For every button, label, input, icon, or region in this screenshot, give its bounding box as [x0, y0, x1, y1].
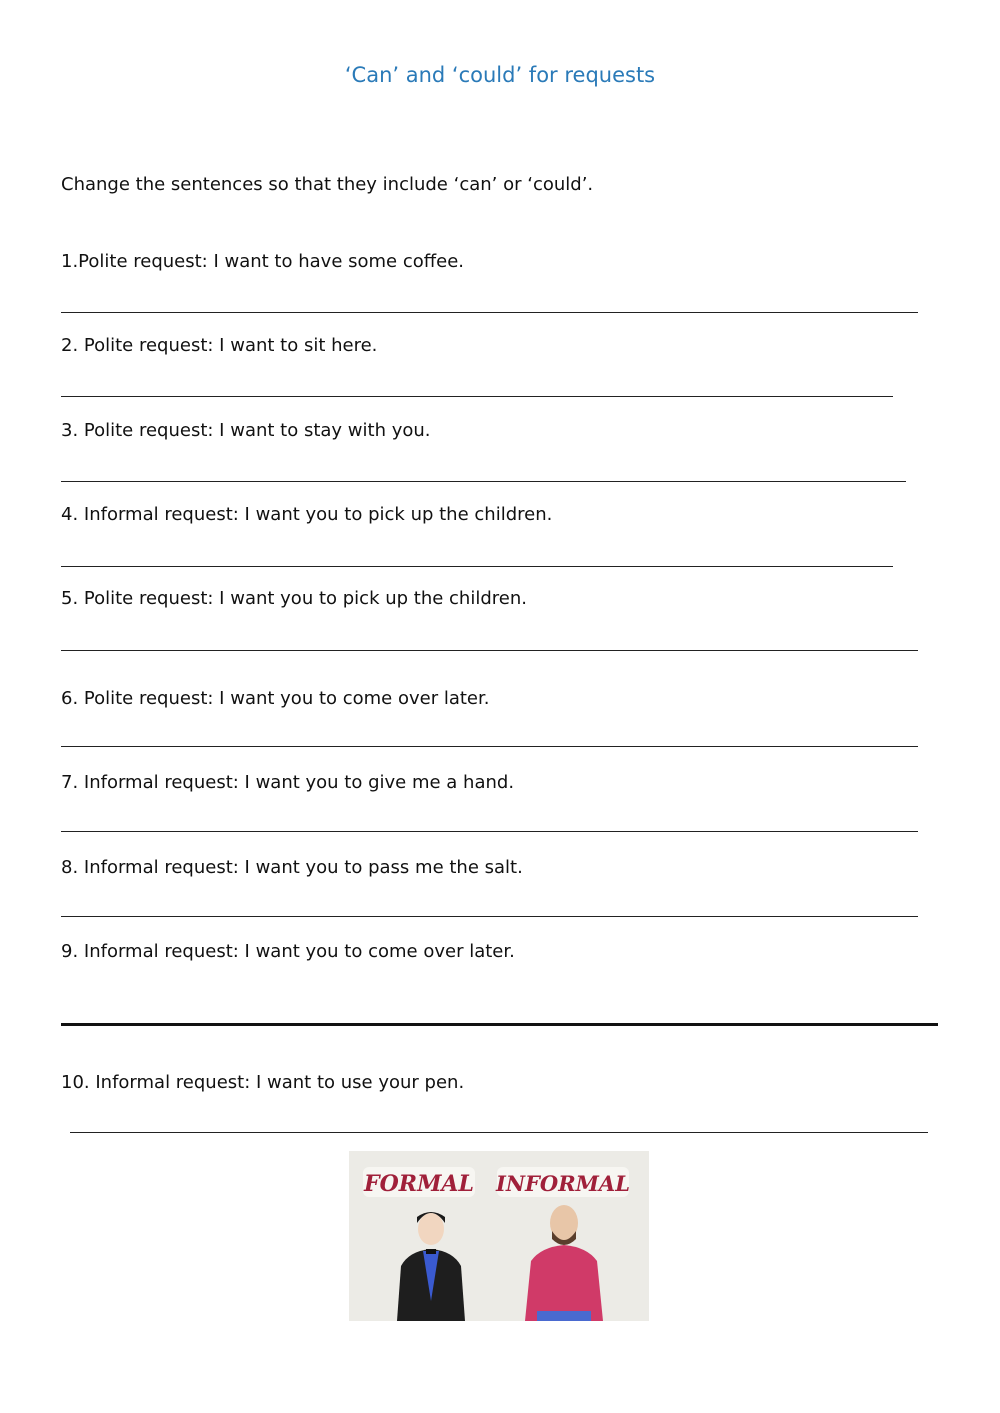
answer-line-3[interactable] — [61, 481, 906, 482]
question-7: 7. Informal request: I want you to give me a hand. — [61, 772, 515, 793]
question-9: 9. Informal request: I want you to come over later. — [61, 941, 515, 962]
answer-line-9[interactable] — [61, 1023, 938, 1026]
answer-line-7[interactable] — [61, 831, 918, 832]
question-6: 6. Polite request: I want you to come over later. — [61, 688, 490, 709]
question-3: 3. Polite request: I want to stay with you. — [61, 420, 431, 441]
answer-line-5[interactable] — [61, 650, 918, 651]
answer-line-6[interactable] — [61, 746, 918, 747]
answer-line-1[interactable] — [61, 312, 918, 313]
question-4: 4. Informal request: I want you to pick up the children. — [61, 504, 553, 525]
question-2: 2. Polite request: I want to sit here. — [61, 335, 378, 356]
answer-line-4[interactable] — [61, 566, 893, 567]
worksheet-title: ‘Can’ and ‘could’ for requests — [344, 63, 656, 87]
answer-line-8[interactable] — [61, 916, 918, 917]
instructions: Change the sentences so that they include ‘can’ or ‘could’. — [61, 174, 594, 195]
question-8: 8. Informal request: I want you to pass me the salt. — [61, 857, 523, 878]
question-10: 10. Informal request: I want to use your pen. — [61, 1072, 465, 1093]
informal-man-figure — [525, 1205, 603, 1321]
label-informal: INFORMAL — [496, 1171, 630, 1196]
formal-informal-illustration — [349, 1151, 649, 1321]
answer-line-10[interactable] — [70, 1132, 928, 1133]
answer-line-2[interactable] — [61, 396, 893, 397]
formal-man-figure — [397, 1212, 465, 1321]
question-1: 1.Polite request: I want to have some coffee. — [61, 251, 465, 272]
label-formal: FORMAL — [364, 1171, 474, 1197]
question-5: 5. Polite request: I want you to pick up the children. — [61, 588, 527, 609]
